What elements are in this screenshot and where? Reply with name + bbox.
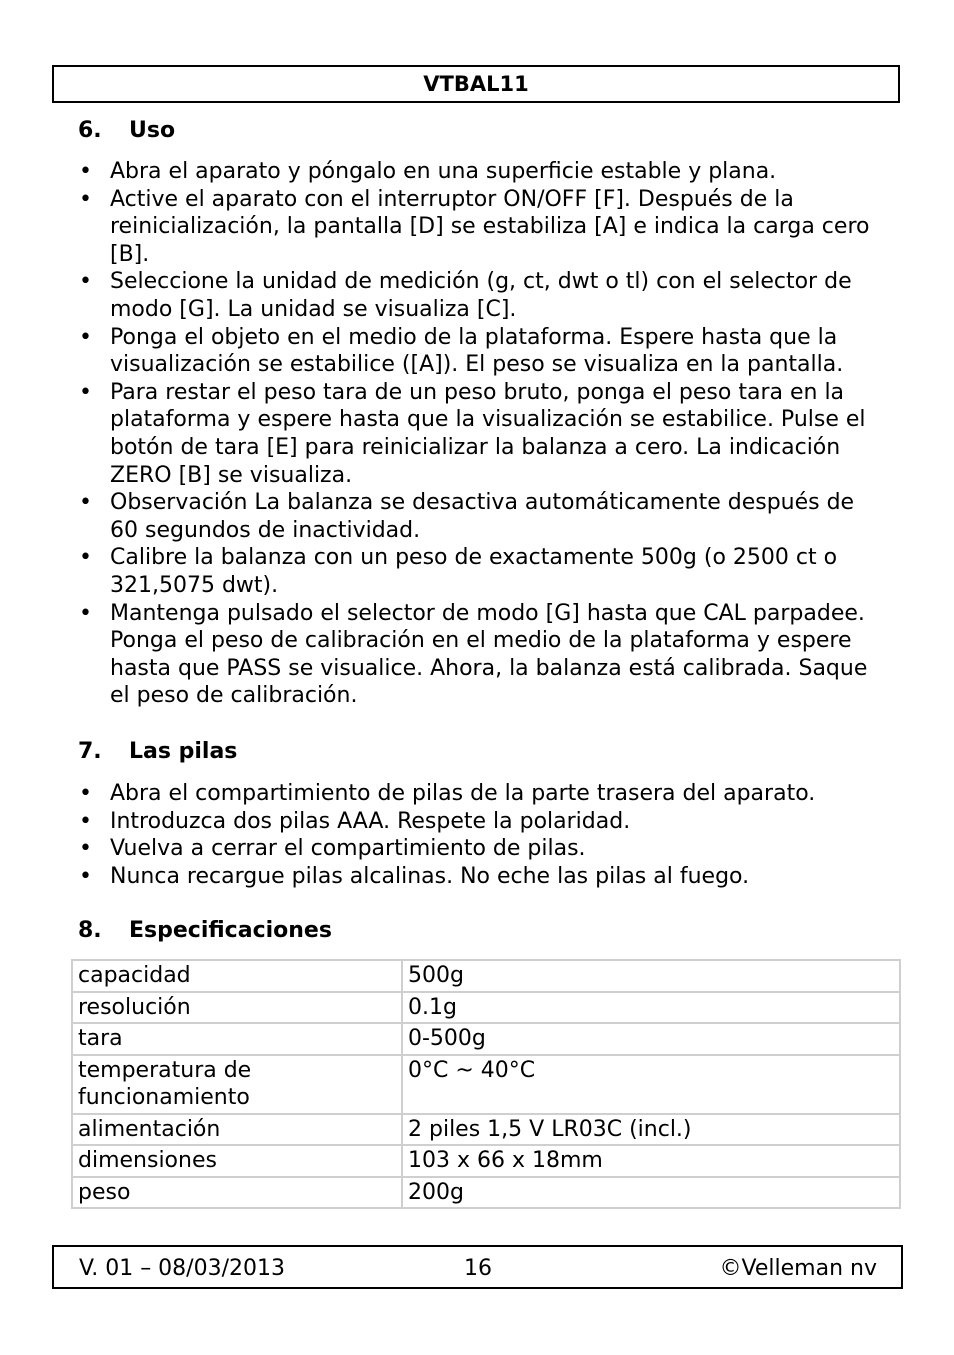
section-number: 7. [78, 739, 102, 764]
list-item-text: Ponga el objeto en el medio de la plataforma. Espere hasta que la visualización se estabilice ([A]). El peso se visualiza en la pantalla. [110, 324, 844, 378]
bullet-icon: • [79, 836, 92, 862]
bullet-icon: • [79, 269, 92, 295]
bullet-icon: • [79, 781, 92, 806]
list-item-text: Mantenga pulsado el selector de modo [G] hasta que CAL parpadee. Ponga el peso de calibración en el medio de la plataforma y espere hasta que PASS se visualice. Ahora, la balanza está calibrada. Saque el peso de calibración. [110, 600, 868, 709]
bullet-icon: • [79, 186, 92, 212]
table-row [72, 1177, 900, 1209]
section-title: Uso [129, 118, 176, 143]
table-row [72, 992, 900, 1024]
section-title: Especificaciones [129, 918, 332, 943]
section-heading-especificaciones [78, 918, 332, 943]
bullet-icon: • [79, 863, 92, 889]
uso-bullet-list [78, 158, 888, 710]
list-item [78, 808, 888, 836]
spec-value: 500g [402, 960, 900, 992]
pilas-bullet-list [78, 780, 888, 890]
list-item-text: Observación La balanza se desactiva automáticamente después de 60 segundos de inactividad. [110, 490, 855, 543]
spec-value: 0°C ~ 40°C [402, 1055, 900, 1114]
spec-value: 103 x 66 x 18mm [402, 1145, 900, 1177]
list-item-text: Abra el aparato y póngalo en una superficie estable y plana. [110, 159, 777, 184]
bullet-icon: • [79, 545, 92, 571]
table-row [72, 1023, 900, 1055]
spec-label: alimentación [72, 1114, 402, 1146]
table-row [72, 1055, 900, 1114]
spec-value: 200g [402, 1177, 900, 1209]
section-heading-las-pilas [78, 739, 237, 764]
list-item [78, 379, 888, 489]
footer-copyright: ©Velleman nv [719, 1256, 877, 1281]
bullet-icon: • [79, 808, 92, 834]
list-item [78, 544, 888, 599]
list-item-text: Calibre la balanza con un peso de exactamente 500g (o 2500 ct o 321,5075 dwt). [110, 545, 838, 598]
document-header [52, 65, 900, 103]
list-item-text: Introduzca dos pilas AAA. Respete la polaridad. [110, 808, 631, 834]
section-title: Las pilas [129, 739, 238, 764]
spec-label: temperatura de funcionamiento [72, 1055, 402, 1114]
spec-label: peso [72, 1177, 402, 1209]
document-footer [52, 1245, 903, 1289]
spec-label: dimensiones [72, 1145, 402, 1177]
list-item [78, 780, 888, 808]
footer-page-number: 16 [464, 1256, 492, 1281]
list-item-text: Active el aparato con el interruptor ON/OFF [F]. Después de la reinicialización, la pantalla [D] se estabiliza [A] e indica la carga cero [B]. [110, 186, 870, 267]
spec-label: capacidad [72, 960, 402, 992]
bullet-icon: • [79, 490, 92, 516]
spec-label: resolución [72, 992, 402, 1024]
bullet-icon: • [79, 324, 92, 350]
list-item [78, 268, 888, 323]
list-item [78, 835, 888, 863]
list-item [78, 324, 888, 379]
list-item-text: Nunca recargue pilas alcalinas. No eche las pilas al fuego. [110, 863, 750, 889]
list-item-text: Abra el compartimiento de pilas de la parte trasera del aparato. [110, 781, 816, 806]
spec-value: 0.1g [402, 992, 900, 1024]
list-item [78, 863, 888, 891]
spec-value: 0-500g [402, 1023, 900, 1055]
spec-value: 2 piles 1,5 V LR03C (incl.) [402, 1114, 900, 1146]
bullet-icon: • [79, 379, 92, 405]
section-number: 8. [78, 918, 102, 943]
model-title: VTBAL11 [423, 72, 529, 96]
list-item [78, 158, 888, 186]
section-heading-uso [78, 118, 175, 143]
list-item-text: Vuelva a cerrar el compartimiento de pilas. [110, 836, 586, 862]
bullet-icon: • [79, 600, 92, 626]
specifications-table [71, 959, 901, 1209]
bullet-icon: • [79, 159, 92, 184]
spec-label: tara [72, 1023, 402, 1055]
list-item [78, 489, 888, 544]
table-row [72, 1145, 900, 1177]
list-item [78, 186, 888, 269]
table-row [72, 1114, 900, 1146]
footer-version: V. 01 – 08/03/2013 [79, 1256, 285, 1281]
list-item-text: Para restar el peso tara de un peso bruto, ponga el peso tara en la plataforma y espere hasta que la visualización se estabilice. Pulse el botón de tara [E] para reinicializar la balanza a cero. La indicación ZERO [B] se visualiza. [110, 379, 866, 488]
section-number: 6. [78, 118, 102, 143]
list-item-text: Seleccione la unidad de medición (g, ct, dwt o tl) con el selector de modo [G]. La unidad se visualiza [C]. [110, 269, 852, 322]
list-item [78, 600, 888, 710]
table-row [72, 960, 900, 992]
